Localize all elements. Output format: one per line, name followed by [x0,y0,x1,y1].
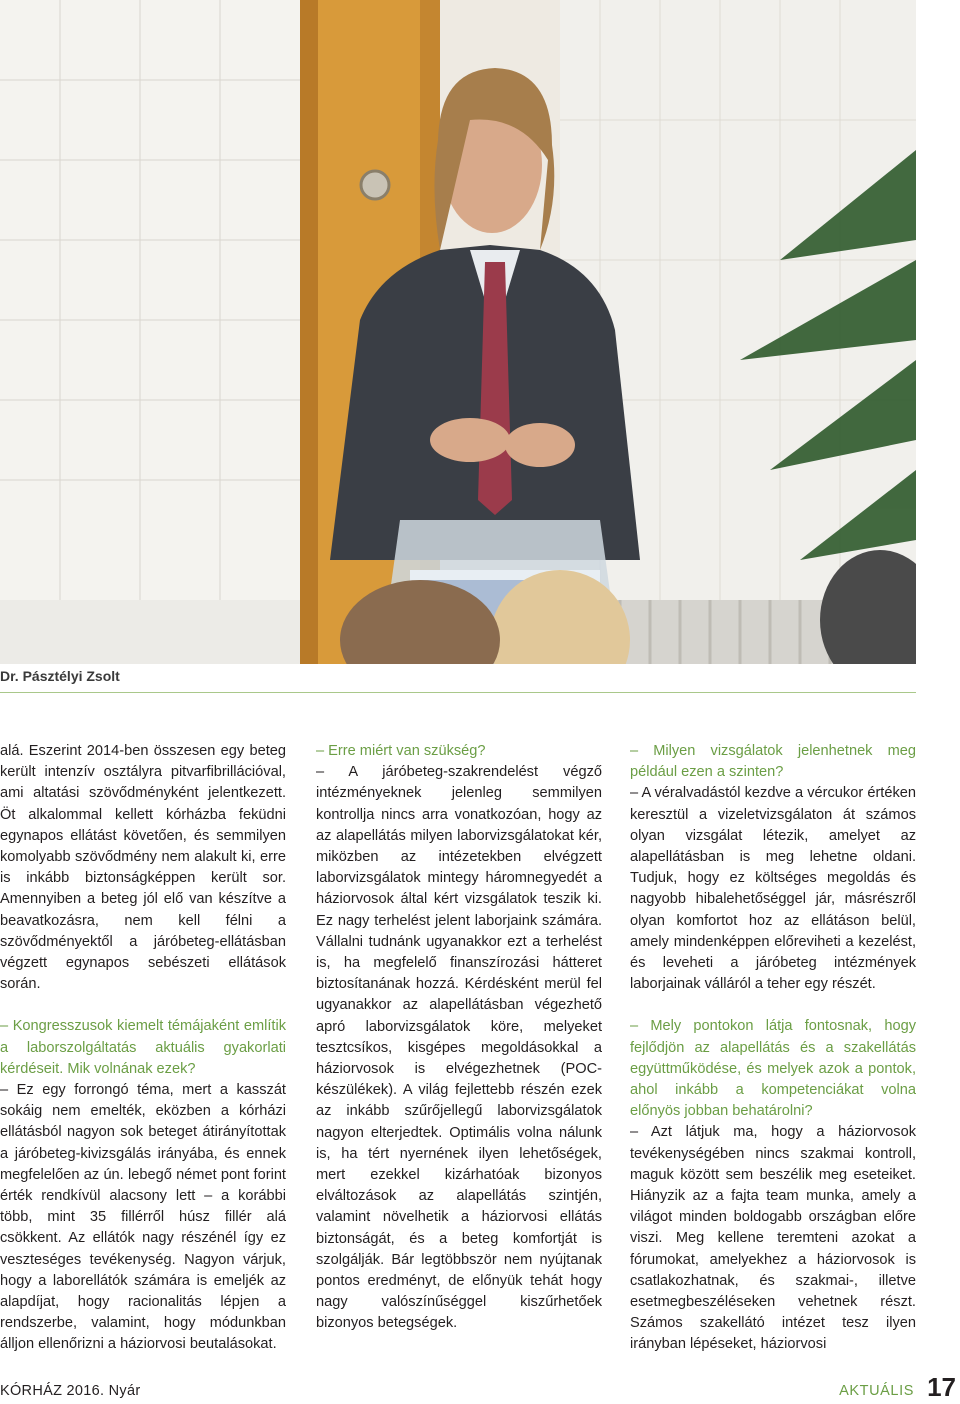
photo-caption: Dr. Pásztélyi Zsolt [0,668,120,684]
answer-paragraph: – Ez egy forrongó téma, mert a kasszát sokáig nem emelték, eközben a kórházi ellátásból nagyon sok beteget átirányítottak a járóbeteg-kivizsgálás irányába, és ennek megfelelően az ún. lebegő német pont forint érték rendkívül alacsony lett – a korábbi több, mint 35 fillérről húsz fillér alá csökkent. Az ellátók nagy részénél így ez veszteséges tevékenység. Nagyon várjuk, hogy a laborellátók számára is emeljék az alapdíjat, hogy racionalitás lépjen a rendszerbe, valamint, hogy módunkban álljon ellenőrizni a háziorvosi beutalásokat. [0,1082,286,1353]
answer-paragraph: – A véralvadástól kezdve a vércukor értéken keresztül a vizeletvizsgálaton át számos olyan vizsgálat létezik, amelyet az alapellátásban is meg lehetne oldani. Tudjuk, hogy ez költséges megoldás és nagyobb hibalehetőséggel jár, másrészről olyan komfortot hoz az ellátáson belül, amely mindenképpen előreviheti a kezelést, és leveheti a járóbeteg intézmények laborjainak válláról a teher egy részét. [630,785,916,993]
article-photo [0,0,916,664]
footer-publication: KÓRHÁZ 2016. Nyár [0,1383,141,1399]
interview-question: – Kongresszusok kiemelt témájaként említik a laborszolgáltatás aktuális gyakorlati kérdéseit. Mik volnának ezek? [0,1018,286,1077]
answer-paragraph: – Azt látjuk ma, hogy a háziorvosok tevékenységében nincs szakmai kontroll, maguk között sem beszélik meg eseteiket. Hiányzik az a fajta team munka, amely a világot minden boldogabb országban előre viszi. Meg kellene teremteni azokat a fórumokat, amelyekhez a háziorvosok is csatlakozhatnak, és szakmai-, illetve esetmegbeszéléseken vehetnek részt. Számos szakellátó intézet tesz ilyen irányban lépéseket, háziorvosi [630,1124,916,1353]
footer-section-label: AKTUÁLIS [839,1383,914,1399]
article-column-3 [630,741,916,1356]
article-column-1 [0,741,286,1356]
interview-question: – Mely pontokon látja fontosnak, hogy fejlődjön az alapellátás és a szakellátás együttműködése, és melyek azok a pontok, ahol inkább a kompetenciákat volna előnyös jobban behatárolni? [630,1018,916,1120]
photo-speaker-at-podium [0,0,916,664]
page-number: 17 [927,1372,956,1402]
interview-question: – Milyen vizsgálatok jelenhetnek meg például ezen a szinten? [630,743,916,781]
answer-paragraph: – A járóbeteg-szakrendelést végző intézményeknek jelenleg semmilyen kontrollja nincs arra vonatkozóan, hogy az az alapellátás milyen laborvizsgálatokat kér, miközben az intézetekben elvégzett laborvizsgálatok mintegy háromnegyedét a háziorvosok által kért vizsgálatok teszik ki. Ez nagy terhelést jelent laborjaink számára. Vállalni tudnánk ugyanakkor ezt a terhelést is, ha megfelelő finanszírozási hátteret biztosítanának hozzá. Kérdésként merül fel ugyanakkor az alapellátásban végezhető apró laborvizsgálatok köre, melyeket tesztcsíkos, kisgépes megoldásokkal a háziorvosok is elvégezhetnek (POC-készülékek). A világ fejlettebb részén ezek az inkább szűrőjellegű laborvizsgálatok nagyon elterjedtek. Optimális volna nálunk is, ha tért nyernének ilyen lehetőségek, mert ezekkel kizárhatóak bizonyos elváltozások az alapellátás szintjén, valamint növelhetik a háziorvosi ellátás biztonságát, és a beteg komfortját is szolgálják. Bár legtöbbször nem nyújtanak pontos eredményt, de előnyük tehát hogy nagy valószínűséggel kiszűrhetőek bizonyos betegségek. [316,764,602,1332]
caption-divider [0,692,916,693]
answer-paragraph: alá. Eszerint 2014-ben összesen egy beteg került intenzív osztályra pitvarfibrillációval, ami altatási szövődményként jelentkezett. Öt alkalommal kellett kórházba feküdni egynapos ellátást követően, és semmilyen komolyabb szövődmény nem alakult ki, erre is inkább biztonságképpen került sor. Amennyiben a beteg jól elő van készítve a beavatkozásra, nem kell félni a szövődményektől a járóbeteg-ellátásban végzett egynapos sebészeti ellátások során. [0,743,286,993]
interview-question: – Erre miért van szükség? [316,743,486,759]
article-column-2 [316,741,602,1335]
